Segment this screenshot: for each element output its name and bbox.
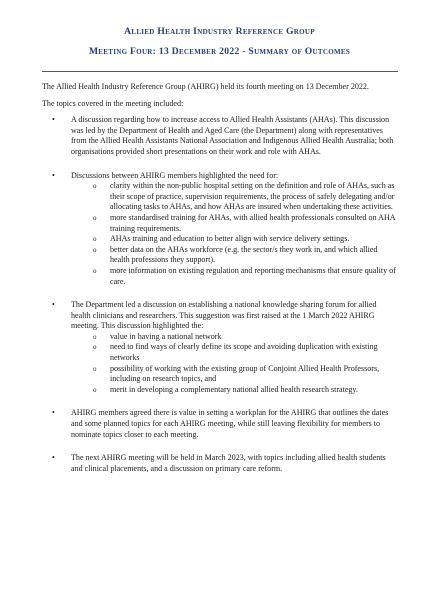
circle-bullet-icon: o: [93, 364, 97, 373]
header-divider: [42, 71, 398, 72]
circle-bullet-icon: o: [93, 343, 97, 352]
bullet-icon: •: [52, 170, 55, 180]
topic-item: [42, 453, 397, 474]
sub-item: [93, 181, 397, 213]
sub-item: [93, 213, 397, 234]
sub-item-text: better data on the AHAs workforce (e.g. the sector/s they work in, and which allied health professions they support).: [110, 244, 378, 265]
circle-bullet-icon: o: [93, 182, 97, 191]
topic-text: The Department led a discussion on establishing a national knowledge sharing forum for allied health clinicians and researchers. This suggestion was first raised at the 1 March 2022 AHIRG meeting. This discussion highlighted the:: [71, 300, 377, 331]
sub-item: [93, 234, 397, 245]
topic-text: A discussion regarding how to increase access to Allied Health Assistants (AHAs). This discussion was led by the Department of Health and Aged Care (the Department) along with representatives from the Allied Health Assistants National Association and Indigenous Allied Health Australia; both organisations provided short presentations on their work and role with AHAs.: [71, 115, 394, 156]
sub-item: [93, 332, 397, 343]
document-title: Allied Health Industry Reference Group: [124, 26, 315, 37]
topic-item: [42, 115, 397, 157]
circle-bullet-icon: o: [93, 332, 97, 341]
circle-bullet-icon: o: [93, 213, 97, 222]
sub-item: [93, 266, 397, 287]
sub-item-text: more information on existing regulation and reporting mechanisms that ensure quality of care.: [110, 265, 396, 286]
intro-paragraph: The Allied Health Industry Reference Group (AHIRG) held its fourth meeting on 13 December 2022.: [42, 82, 369, 91]
circle-bullet-icon: o: [93, 235, 97, 244]
sub-item-text: merit in developing a complementary national allied health research strategy.: [110, 384, 358, 394]
sub-item: [93, 385, 397, 396]
sub-item-text: value in having a national network: [110, 331, 222, 341]
circle-bullet-icon: o: [93, 245, 97, 254]
sub-item: [93, 364, 397, 385]
topic-text: AHIRG members agreed there is value in setting a workplan for the AHIRG that outlines the dates and some planned topics for each AHIRG meeting, while still leaving flexibility for members to nominate topics closer to each meeting.: [71, 408, 389, 439]
bullet-icon: •: [52, 453, 55, 463]
sub-item-text: need to find ways of clearly define its scope and avoiding duplication with existing networks: [110, 342, 378, 363]
topic-item: [42, 300, 397, 395]
sub-list: [71, 181, 397, 287]
document-subtitle: Meeting Four: 13 December 2022 - Summary of Outcomes: [88, 46, 351, 57]
topics-intro: The topics covered in the meeting included:: [42, 98, 184, 108]
bullet-icon: •: [52, 408, 55, 418]
topic-item: [42, 171, 397, 288]
sub-item: [93, 245, 397, 266]
sub-item-text: possibility of working with the existing group of Conjoint Allied Health Professors, including on research topics, and: [110, 363, 380, 384]
sub-item-text: more standardised training for AHAs, with allied health professionals consulted on AHA training requirements.: [110, 212, 396, 233]
topic-text: The next AHIRG meeting will be held in March 2023, with topics including allied health students and clinical placements, and a discussion on primary care reform.: [71, 453, 386, 473]
topic-text: Discussions between AHIRG members highlighted the need for:: [71, 170, 279, 180]
bullet-icon: •: [52, 300, 55, 310]
sub-list: [71, 332, 397, 396]
circle-bullet-icon: o: [93, 266, 97, 275]
sub-item: [93, 342, 397, 363]
circle-bullet-icon: o: [93, 385, 97, 394]
sub-item-text: AHAs training and education to better align with service delivery settings.: [110, 234, 350, 244]
bullet-icon: •: [52, 115, 55, 125]
topic-item: [42, 408, 397, 440]
sub-item-text: clarity within the non-public hospital setting on the definition and role of AHAs, such as their scope of practice, supervision requirements, the process of safely delegating and/or allocating tasks to AHAs, and how AHAs are insured when undertaking these activities.: [110, 181, 395, 212]
topics-list: [42, 115, 397, 474]
